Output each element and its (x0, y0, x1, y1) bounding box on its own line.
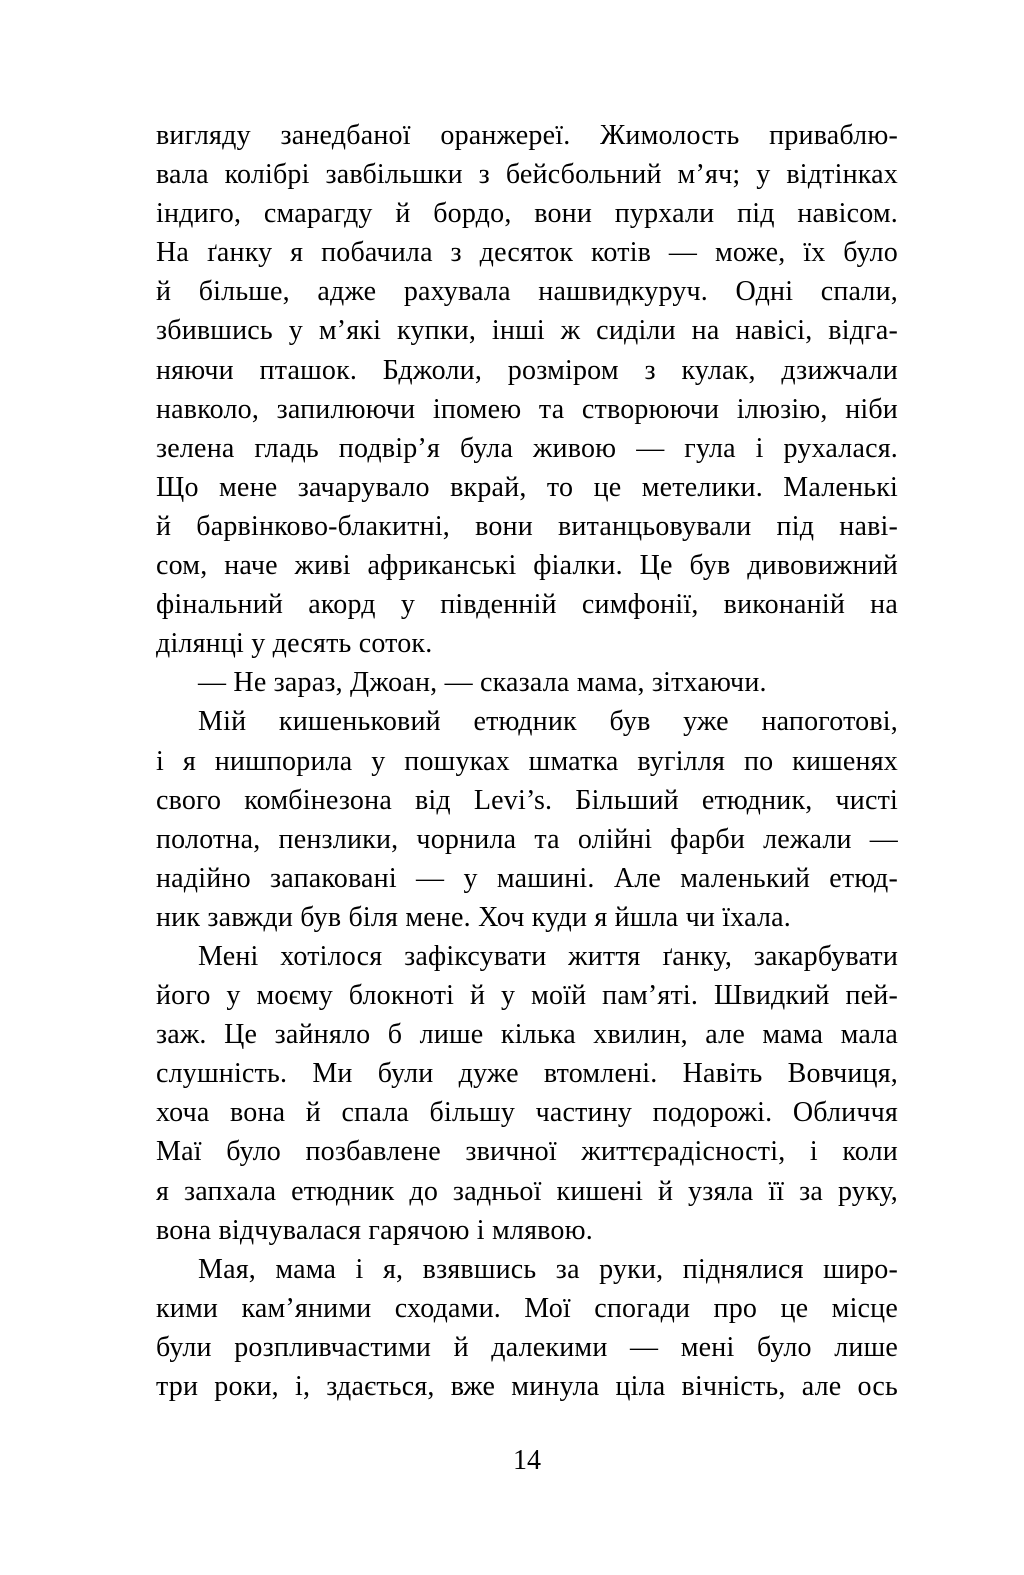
text-line: три роки, і, здається, вже минула ціла вічність, але ось (156, 1371, 898, 1402)
text-line: зелена гладь подвір’я була живою — гула і рухалася. (156, 432, 898, 464)
text-line: збившись у м’які купки, інші ж сиділи на навісі, відга- (156, 315, 898, 347)
text-line: Мая, мама і я, взявшись за руки, піднялися широ- (198, 1253, 898, 1285)
text-line: і я нишпорила у пошуках шматка вугілля по кишенях (156, 745, 898, 777)
text-line: навколо, запилюючи іпомею та створюючи ілюзію, ніби (156, 393, 898, 425)
text-line: фінальний акорд у південній симфонії, виконаній на (156, 589, 898, 621)
text-line: хоча вона й спала більшу частину подорожі. Обличчя (156, 1097, 898, 1129)
text-line: На ґанку я побачила з десяток котів — може, їх було (156, 237, 898, 269)
text-line: ділянці у десять соток. (156, 628, 433, 660)
text-line: заж. Це зайняло б лише кілька хвилин, але мама мала (156, 1019, 898, 1051)
text-line: Мій кишеньковий етюдник був уже напоготові, (198, 706, 898, 738)
text-line: ник завжди був біля мене. Хоч куди я йшла чи їхала. (156, 901, 791, 933)
text-line: надійно запаковані — у машині. Але маленький етюд- (156, 862, 898, 894)
text-line: Маї було позбавлене звичної життєрадісності, і коли (156, 1136, 898, 1168)
text-line: кими кам’яними сходами. Мої спогади про це місце (156, 1292, 898, 1324)
text-line: сом, наче живі африканські фіалки. Це був дивовижний (156, 550, 898, 582)
text-line: індиго, смарагду й бордо, вони пурхали під навісом. (156, 198, 898, 230)
text-line: Що мене зачарувало вкрай, то це метелики. Маленькі (156, 471, 898, 503)
text-line: — Не зараз, Джоан, — сказала мама, зітхаючи. (198, 667, 767, 699)
text-line: я запхала етюдник до задньої кишені й узяла її за руку, (156, 1175, 898, 1207)
text-line: слушність. Ми були дуже втомлені. Навіть Вовчиця, (156, 1058, 898, 1090)
text-line: свого комбінезона від Levi’s. Більший етюдник, чисті (156, 784, 898, 816)
text-line: полотна, пензлики, чорнила та олійні фарби лежали — (156, 823, 898, 855)
text-line: няючи пташок. Бджоли, розміром з кулак, дзижчали (156, 354, 898, 386)
text-line: вигляду занедбаної оранжереї. Жимолость приваблю- (156, 120, 898, 151)
text-line: й барвінково-блакитні, вони витанцьовували під наві- (156, 510, 898, 542)
text-line: Мені хотілося зафіксувати життя ґанку, закарбувати (198, 940, 898, 972)
text-line: вона відчувалася гарячою і млявою. (156, 1214, 593, 1246)
text-line: вала колібрі завбільшки з бейсбольний м’яч; у відтінках (156, 159, 898, 191)
text-line: й більше, адже рахувала нашвидкуруч. Одні спали, (156, 276, 898, 308)
page-text (156, 116, 898, 1406)
text-line: були розпливчастими й далекими — мені було лише (156, 1331, 898, 1363)
page-number: 14 (513, 1445, 541, 1476)
text-line: його у моєму блокноті й у моїй пам’яті. Швидкий пей- (156, 980, 898, 1012)
